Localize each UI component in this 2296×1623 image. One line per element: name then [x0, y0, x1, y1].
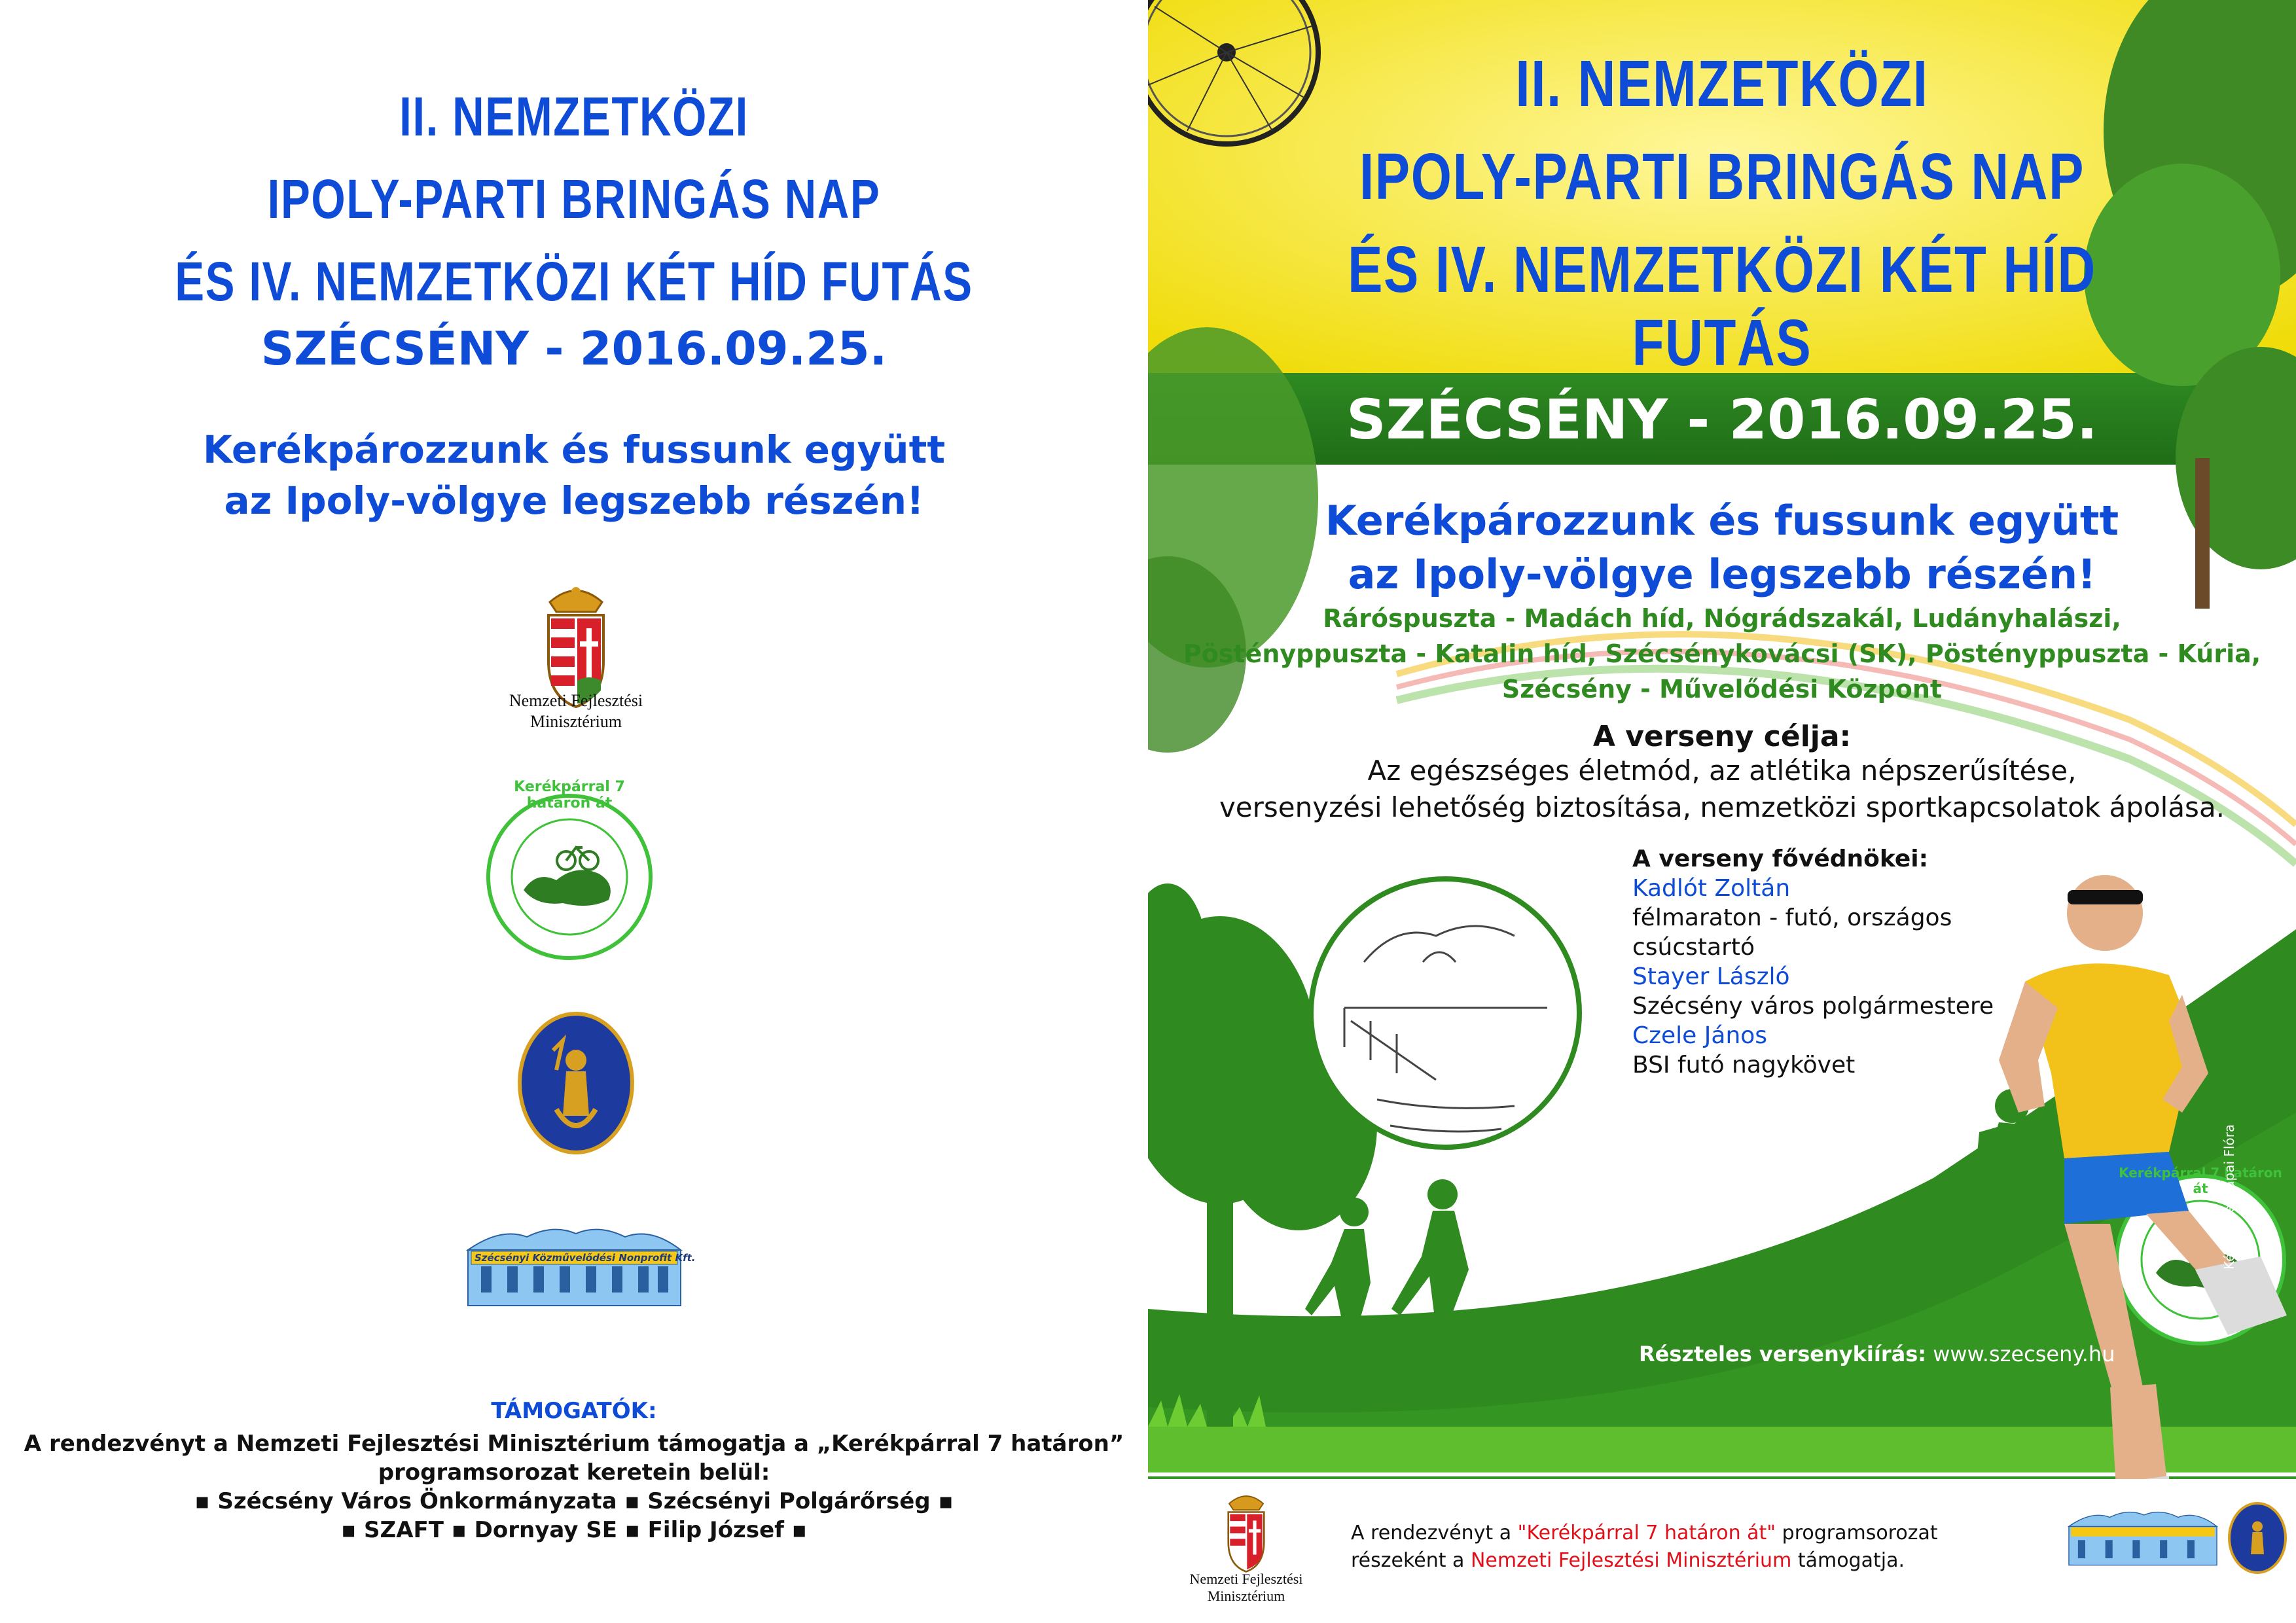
left-slogan — [0, 424, 1148, 526]
patron-role-1: félmaraton - futó, országos csúcstartó — [1632, 904, 1952, 961]
patrons-block — [1632, 844, 2038, 1080]
crest-icon — [517, 1011, 635, 1155]
left-slogan-line-1: Kerékpározzunk és fussunk együtt — [202, 427, 946, 472]
route-line-1: Ráróspuszta - Madách híd, Nógrádszakál, Ludányhalászi, — [1323, 604, 2121, 633]
supporters-line-4: ▪ SZAFT ▪ Dornyay SE ▪ Filip József ▪ — [341, 1517, 807, 1543]
supporters-line-3: ▪ Szécsény Város Önkormányzata ▪ Szécsényi Polgárőrség ▪ — [194, 1488, 954, 1514]
route-line-3: Szécsény - Művelődési Központ — [1501, 675, 1943, 704]
footer-ministry-line-1: Nemzeti Fejlesztési — [1189, 1571, 1303, 1587]
patron-role-3: BSI futó nagykövet — [1632, 1052, 1856, 1079]
ministry-logo-line-2: Minisztérium — [529, 712, 622, 731]
footer-ministry-logo — [1187, 1491, 1305, 1615]
goal-text — [1148, 753, 2296, 826]
footer-line-1-c: programsorozat — [1776, 1522, 1938, 1544]
footer-text — [1351, 1520, 2005, 1575]
footer-line-2 — [1351, 1547, 2005, 1575]
supporters-line-1: A rendezvényt a Nemzeti Fejlesztési Minisztérium támogatja a „Kerékpárral 7 határon” — [24, 1431, 1124, 1457]
right-slogan-line-2: az Ipoly-völgye legszebb részén! — [1348, 550, 2096, 598]
bike-logo-text: Kerékpárral 7 határon át — [514, 779, 625, 812]
route-list — [1148, 601, 2296, 707]
footer-line-1 — [1351, 1520, 2005, 1547]
szecseny-crest — [517, 1011, 635, 1155]
goal-line-1: Az egészséges életmód, az atlétika népszerűsítése, — [1367, 755, 2077, 787]
footer-building-logo — [2064, 1505, 2221, 1577]
footer-line-1-a: A rendezvényt a — [1351, 1522, 1518, 1544]
details-label: Részteles versenykiírás: — [1639, 1342, 1927, 1366]
bike-logo — [484, 779, 655, 962]
kozmuvelodesi-logo-text: Szécsényi Közművelődési Nonprofit Kft. — [475, 1252, 696, 1264]
footer-ministry-label — [1161, 1571, 1331, 1605]
footer-building-icon — [2064, 1505, 2221, 1577]
footer-line-2-c: támogatja. — [1791, 1549, 1905, 1572]
credit: Készítette: Pápai Flóra — [2221, 1124, 2237, 1270]
footer-line-2-b: Nemzeti Fejlesztési Minisztérium — [1470, 1549, 1792, 1572]
footer-line-2-a: részeként a — [1351, 1549, 1471, 1572]
right-footer — [1148, 1479, 2296, 1623]
supporters-title: TÁMOGATÓK: — [491, 1398, 657, 1424]
left-title-line-2: IPOLY-PARTI BRINGÁS NAP — [267, 168, 881, 230]
supporters-text — [0, 1429, 1148, 1544]
bike-logo-right-text: Kerékpárral 7 határon át — [2119, 1165, 2282, 1196]
footer-crest-icon — [2228, 1499, 2287, 1577]
footer-ministry-line-2: Minisztérium — [1207, 1588, 1285, 1604]
right-title-line-1: II. NEMZETKÖZI — [1515, 47, 1929, 120]
footer-line-1-b: "Kerékpárral 7 határon át" — [1517, 1522, 1776, 1544]
details-url[interactable]: www.szecseny.hu — [1933, 1342, 2115, 1366]
right-title-line-3: ÉS IV. NEMZETKÖZI KÉT HÍD FUTÁS — [1348, 233, 2096, 380]
footer-crest — [2228, 1499, 2287, 1577]
patron-name-3: Czele János — [1632, 1022, 1768, 1049]
right-date: SZÉCSÉNY - 2016.09.25. — [1346, 387, 2098, 452]
patrons-title: A verseny fővédnökei: — [1632, 846, 1929, 872]
bike-map-icon — [484, 792, 655, 962]
right-slogan-line-1: Kerékpározzunk és fussunk együtt — [1325, 497, 2119, 544]
kozmuvelodesi-logo — [461, 1224, 696, 1319]
goal-line-2: versenyzési lehetőség biztosítása, nemzetközi sportkapcsolatok ápolása. — [1219, 791, 2225, 823]
goal-title: A verseny célja: — [1592, 720, 1852, 753]
left-title — [115, 85, 1033, 313]
left-title-line-3: ÉS IV. NEMZETKÖZI KÉT HÍD FUTÁS — [175, 251, 973, 312]
right-page — [1148, 0, 2296, 1623]
left-slogan-line-2: az Ipoly-völgye legszebb részén! — [224, 478, 924, 523]
right-title — [1263, 47, 2181, 380]
patron-name-1: Kadlót Zoltán — [1632, 875, 1791, 902]
left-title-line-1: II. NEMZETKÖZI — [399, 86, 749, 147]
patron-role-2: Szécsény város polgármestere — [1632, 993, 1994, 1020]
building-icon — [461, 1224, 696, 1319]
right-slogan — [1148, 494, 2296, 601]
left-date: SZÉCSÉNY - 2016.09.25. — [260, 322, 888, 376]
patron-name-2: Stayer László — [1632, 963, 1790, 990]
ministry-logo-label — [458, 690, 694, 732]
footer-coat-of-arms-icon — [1187, 1491, 1305, 1576]
ministry-logo-line-1: Nemzeti Fejlesztési — [509, 691, 643, 710]
details-line — [1639, 1342, 2115, 1366]
route-line-2: Pöstényppuszta - Katalin híd, Szécsénykovácsi (SK), Pöstényppuszta - Kúria, — [1183, 639, 2261, 668]
right-title-line-2: IPOLY-PARTI BRINGÁS NAP — [1359, 140, 2085, 213]
ministry-logo — [497, 582, 655, 740]
supporters-line-2: programsorozat keretein belül: — [378, 1459, 770, 1486]
